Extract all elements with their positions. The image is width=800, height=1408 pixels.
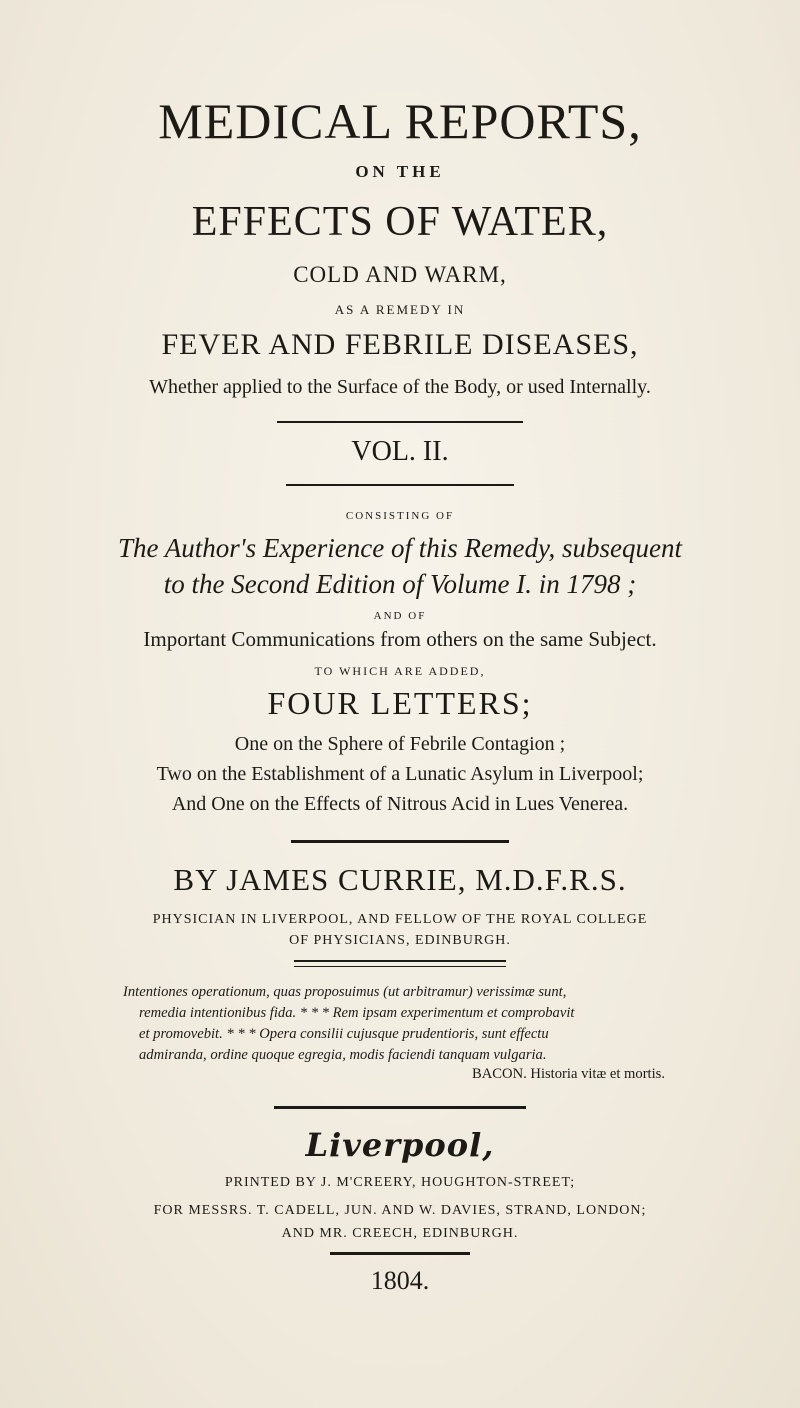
title-line-2: EFFECTS OF WATER, [191,199,609,245]
rule-place-top [274,1106,526,1109]
rule-author-top [291,840,509,843]
four-letters: FOUR LETTERS; [267,685,533,721]
important-communications: Important Communications from others on the same Subject. [143,627,657,651]
rule-year-top [330,1252,470,1255]
letter-3: And One on the Effects of Nitrous Acid in Lues Venerea. [171,793,629,815]
fever-line: FEVER AND FEBRILE DISEASES, [161,328,639,361]
author-experience-line-1: The Author's Experience of this Remedy, subsequent [118,533,682,563]
volume-number: VOL. II. [351,436,449,467]
cold-and-warm: COLD AND WARM, [293,262,507,287]
place-of-printing: Liverpool, [305,1126,495,1164]
author-experience-line-2: to the Second Edition of Volume I. in 1798 ; [163,569,637,599]
title-line-1: MEDICAL REPORTS, [158,93,642,149]
consisting-of: CONSISTING OF [345,510,455,522]
rule-quote-top-2 [294,966,506,967]
physician-line-1: PHYSICIAN IN LIVERPOOL, AND FELLOW OF THE ROYAL COLLEGE [152,912,648,927]
rule-vol-top [277,421,523,423]
quote-line-2: remedia intentionibus fida. * * * Rem ipsam experimentum et comprobavit [139,1005,575,1021]
publication-year: 1804. [370,1266,430,1295]
letter-2: Two on the Establishment of a Lunatic Asylum in Liverpool; [156,763,644,785]
letter-1: One on the Sphere of Febrile Contagion ; [234,733,566,755]
quote-source: BACON. Historia vitæ et mortis. [472,1066,665,1082]
rule-vol-bottom [286,484,514,486]
whether-line: Whether applied to the Surface of the Body, or used Internally. [149,376,651,398]
quote-line-3: et promovebit. * * * Opera consilii cujusque prudentioris, sunt effectu [139,1026,549,1042]
quote-line-1: Intentiones operationum, quas proposuimus (ut arbitramur) verissimæ sunt, [123,984,567,1000]
as-a-remedy: AS A REMEDY IN [334,302,466,317]
physician-line-2: OF PHYSICIANS, EDINBURGH. [289,933,511,948]
printer-line-1: PRINTED BY J. M'CREERY, HOUGHTON-STREET; [224,1175,576,1190]
author-name: BY JAMES CURRIE, M.D.F.R.S. [173,862,627,897]
quote-line-4: admiranda, ordine quoque egregia, modis faciendi tanquam vulgaria. [139,1047,547,1063]
printer-line-3: AND MR. CREECH, EDINBURGH. [281,1226,519,1241]
and-of: AND OF [373,610,427,622]
to-which-added: TO WHICH ARE ADDED, [314,664,486,678]
printer-line-2: FOR MESSRS. T. CADELL, JUN. AND W. DAVIES, STRAND, LONDON; [153,1203,647,1218]
rule-quote-top [294,960,506,962]
on-the: ON THE [355,162,445,181]
